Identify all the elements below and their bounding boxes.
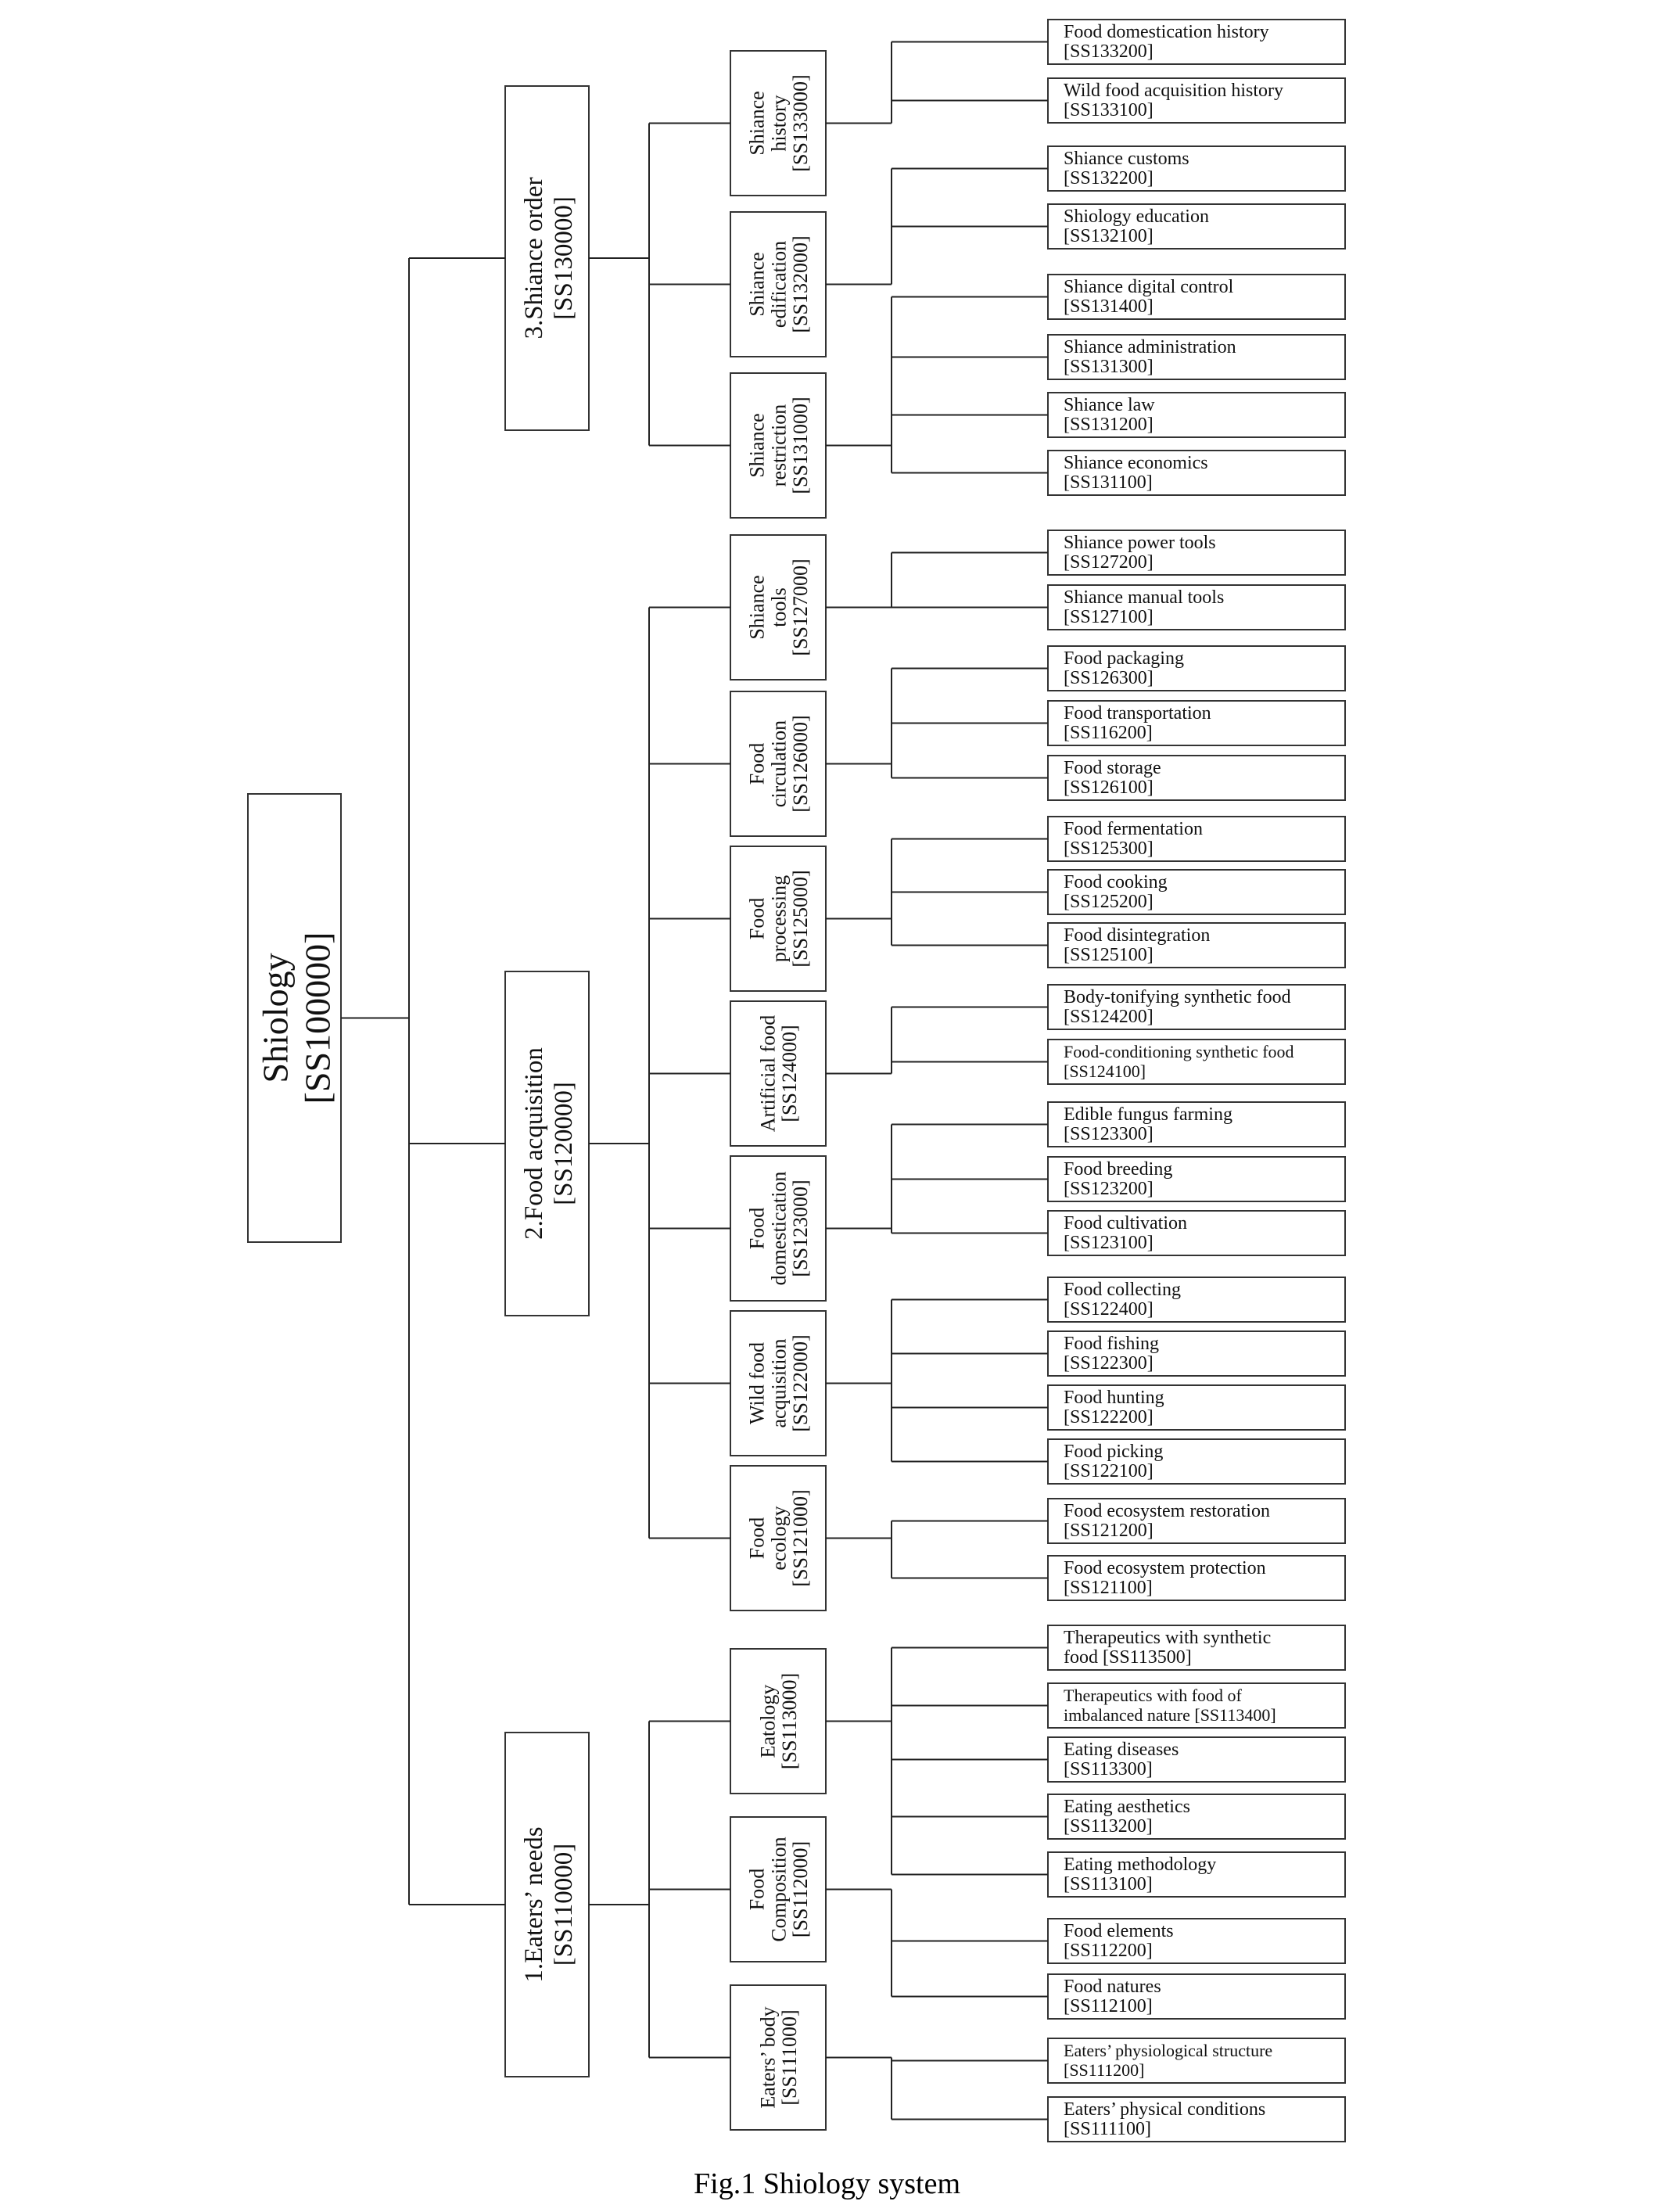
leaf-node: [1048, 1794, 1345, 1839]
subcategory-label-line: [SS126000]: [789, 715, 813, 813]
subcategory-label-line: Composition: [767, 1837, 791, 1942]
leaf-code: [SS121100]: [1064, 1578, 1153, 1598]
leaf-title: Food ecosystem restoration: [1064, 1501, 1270, 1521]
root-label-line: [SS100000]: [297, 932, 338, 1104]
leaf-node: [1048, 1211, 1345, 1255]
leaf-label: [1064, 1977, 1161, 2016]
leaf-title: Shiance manual tools: [1064, 587, 1225, 608]
leaf-code: [SS127200]: [1064, 552, 1153, 573]
leaf-node: [1048, 20, 1345, 64]
leaf-code: [SS113300]: [1064, 1759, 1153, 1779]
leaf-code: [SS132200]: [1064, 168, 1153, 189]
leaf-title: Food picking: [1064, 1442, 1164, 1462]
leaf-title: Food hunting: [1064, 1388, 1164, 1408]
subcategory-label-line: [SS127000]: [789, 558, 813, 656]
leaf-title: Shiance customs: [1064, 149, 1189, 169]
subcategory-label-line: restriction: [767, 404, 791, 487]
leaf-node: [1048, 2038, 1345, 2083]
leaf-node: [1048, 1102, 1345, 1147]
leaf-title: Shiance economics: [1064, 453, 1208, 473]
leaf-node: [1048, 646, 1345, 691]
leaf-node: [1048, 1499, 1345, 1543]
root-label-line: Shiology: [255, 953, 296, 1083]
leaf-code: [SS111200]: [1064, 2060, 1145, 2080]
leaf-node: [1048, 1683, 1345, 1728]
leaf-code: [SS131300]: [1064, 357, 1153, 377]
subcategory-label: [745, 1334, 812, 1431]
leaf-code: [SS123100]: [1064, 1233, 1153, 1253]
leaf-title: Therapeutics with food of: [1064, 1686, 1242, 1705]
leaf-title: Shiology education: [1064, 206, 1209, 227]
subcategory-label-line: Food: [745, 742, 769, 785]
subcategory-label-line: Food: [745, 1207, 769, 1250]
leaf-title: Food packaging: [1064, 648, 1184, 669]
leaf-title: Food-conditioning synthetic food: [1064, 1042, 1294, 1061]
leaf-title: Food natures: [1064, 1977, 1161, 1997]
branch-label-needs-line: 1.Eaters’ needs: [520, 1826, 549, 1983]
subcategory-node: [730, 817, 1345, 991]
subcategory-node: [730, 1466, 1345, 1611]
figure-caption: Fig.1 Shiology system: [694, 2167, 960, 2200]
leaf-code: [SS116200]: [1064, 723, 1153, 743]
leaf-node: [1048, 1331, 1345, 1376]
leaf-node: [1048, 335, 1345, 379]
branch-label-needs-line: [SS110000]: [550, 1843, 579, 1966]
leaf-node: [1048, 1919, 1345, 1963]
leaf-code: [SS123300]: [1064, 1124, 1153, 1144]
subcategory-node: [730, 1277, 1345, 1484]
subcategory-label: [756, 2006, 801, 2108]
leaf-code: [SS121200]: [1064, 1521, 1153, 1541]
branch-order: [505, 20, 1345, 518]
subcategory-label-line: [SS124000]: [778, 1025, 802, 1122]
leaf-title: Body-tonifying synthetic food: [1064, 987, 1291, 1007]
leaf-node: [1048, 1737, 1345, 1782]
leaf-code: [SS112100]: [1064, 1996, 1153, 2016]
leaf-title: Food collecting: [1064, 1280, 1181, 1300]
leaf-node: [1048, 585, 1345, 630]
subcategory-label-line: circulation: [767, 720, 791, 808]
leaf-title: Food cooking: [1064, 872, 1168, 892]
leaf-title: Shiance administration: [1064, 337, 1236, 357]
subcategory-label-line: [SS121000]: [789, 1489, 813, 1587]
leaf-code: [SS125100]: [1064, 945, 1153, 965]
subcategory-label-line: Shiance: [745, 413, 769, 478]
leaf-code: [SS122100]: [1064, 1461, 1153, 1481]
leaf-title: Food elements: [1064, 1921, 1174, 1941]
subcategory-label-line: [SS132000]: [789, 235, 813, 333]
leaf-node: [1048, 1625, 1345, 1670]
leaf-label: [1064, 395, 1155, 435]
leaf-code: [SS133100]: [1064, 100, 1153, 120]
leaf-node: [1048, 1040, 1345, 1084]
leaf-code: [SS122300]: [1064, 1353, 1153, 1374]
subcategory-label-line: Wild food: [745, 1341, 769, 1425]
leaf-node: [1048, 870, 1345, 914]
leaf-title: Food disintegration: [1064, 925, 1211, 946]
leaf-code: [SS133200]: [1064, 41, 1153, 62]
subcategory-label-line: [SS111000]: [778, 2009, 802, 2106]
leaf-title: Shiance power tools: [1064, 533, 1216, 553]
leaf-title: Food breeding: [1064, 1159, 1173, 1180]
subcategory-label: [756, 1673, 801, 1769]
leaf-code: [SS122400]: [1064, 1299, 1153, 1320]
leaf-label: [1064, 1442, 1163, 1481]
leaf-code: [SS126100]: [1064, 777, 1153, 798]
subcategory-label-line: [SS125000]: [789, 870, 813, 968]
leaf-node: [1048, 2097, 1345, 2142]
subcategory-label-line: Shiance: [745, 252, 769, 317]
leaf-label: [1064, 1334, 1159, 1374]
leaf-node: [1048, 985, 1345, 1029]
branch-needs: [505, 1625, 1345, 2142]
leaf-node: [1048, 1974, 1345, 2019]
branch-label-acquisition-line: 2.Food acquisition: [520, 1047, 549, 1240]
leaf-title: Shiance law: [1064, 395, 1155, 415]
leaf-code: [SS124200]: [1064, 1007, 1153, 1027]
root-node: [248, 794, 341, 1242]
leaf-code: [SS131400]: [1064, 296, 1153, 317]
subcategory-label-line: processing: [767, 874, 791, 963]
leaf-node: [1048, 1157, 1345, 1201]
leaf-title: Wild food acquisition history: [1064, 81, 1284, 101]
leaf-code: [SS112200]: [1064, 1941, 1153, 1961]
leaf-code: food [SS113500]: [1064, 1647, 1192, 1668]
leaf-node: [1048, 1277, 1345, 1322]
branch-acquisition: [505, 530, 1345, 1611]
leaf-title: Food ecosystem protection: [1064, 1558, 1266, 1578]
subcategory-label-line: Food: [745, 897, 769, 940]
subcategory-label-line: Food: [745, 1517, 769, 1560]
subcategory-label-line: Artificial food: [756, 1014, 780, 1133]
leaf-title: Eaters’ physical conditions: [1064, 2099, 1266, 2120]
subcategory-label-line: acquisition: [767, 1338, 791, 1428]
subcategory-label-line: Eatology: [756, 1684, 780, 1758]
subcategory-label-line: [SS122000]: [789, 1334, 813, 1432]
leaf-node: [1048, 1439, 1345, 1484]
subcategory-label-line: domestication: [767, 1171, 791, 1286]
subcategory-label-line: Eaters’ body: [756, 2006, 780, 2109]
leaf-title: Food domestication history: [1064, 22, 1269, 42]
leaf-code: [SS122200]: [1064, 1407, 1153, 1427]
leaf-code: [SS125200]: [1064, 892, 1153, 912]
subcategory-label-line: Food: [745, 1868, 769, 1911]
leaf-title: Eating aesthetics: [1064, 1797, 1190, 1817]
leaf-code: [SS113100]: [1064, 1874, 1153, 1894]
leaf-title: Shiance digital control: [1064, 277, 1234, 297]
leaf-title: Eaters’ physiological structure: [1064, 2041, 1273, 2060]
subcategory-label-line: Shiance: [745, 575, 769, 640]
leaf-title: Therapeutics with synthetic: [1064, 1628, 1272, 1648]
leaf-node: [1048, 275, 1345, 319]
leaf-code: [SS111100]: [1064, 2119, 1152, 2139]
leaf-title: Food storage: [1064, 758, 1161, 778]
leaf-title: Eating diseases: [1064, 1740, 1179, 1760]
leaf-title: Eating methodology: [1064, 1855, 1217, 1875]
leaf-label: [1064, 872, 1168, 912]
leaf-node: [1048, 146, 1345, 191]
leaf-node: [1048, 701, 1345, 745]
leaf-code: [SS132100]: [1064, 226, 1153, 246]
leaf-title: Food cultivation: [1064, 1213, 1187, 1233]
subcategory-label-line: tools: [767, 587, 791, 627]
subcategory-label-line: Shiance: [745, 91, 769, 156]
leaf-node: [1048, 78, 1345, 123]
leaf-node: [1048, 204, 1345, 249]
leaf-label: [1064, 1388, 1164, 1427]
subcategory-label-line: [SS123000]: [789, 1180, 813, 1277]
leaf-node: [1048, 1852, 1345, 1897]
leaf-node: [1048, 756, 1345, 800]
leaf-code: [SS131100]: [1064, 472, 1153, 493]
branch-label-order-line: [SS130000]: [550, 196, 579, 320]
subcategory-label-line: ecology: [767, 1506, 791, 1571]
leaf-title: Edible fungus farming: [1064, 1104, 1232, 1125]
subcategory-label-line: history: [767, 95, 791, 152]
leaf-node: [1048, 451, 1345, 495]
leaf-node: [1048, 530, 1345, 575]
subcategory-label-line: edification: [767, 240, 791, 329]
leaf-code: imbalanced nature [SS113400]: [1064, 1705, 1276, 1725]
subcategory-label-line: [SS112000]: [789, 1840, 813, 1938]
leaf-label: [1064, 758, 1161, 798]
leaf-code: [SS123200]: [1064, 1179, 1153, 1199]
leaf-code: [SS124100]: [1064, 1061, 1146, 1081]
leaf-code: [SS127100]: [1064, 607, 1153, 627]
leaf-node: [1048, 817, 1345, 861]
subcategory-label-line: [SS133000]: [789, 74, 813, 172]
leaf-title: Food fermentation: [1064, 819, 1203, 839]
subcategory-label-line: [SS113000]: [778, 1672, 802, 1770]
branch-label-acquisition-line: [SS120000]: [550, 1082, 579, 1205]
leaf-code: [SS113200]: [1064, 1816, 1153, 1837]
leaf-node: [1048, 1556, 1345, 1600]
leaf-code: [SS126300]: [1064, 668, 1153, 688]
leaf-node: [1048, 923, 1345, 968]
leaf-code: [SS131200]: [1064, 415, 1153, 435]
subcategory-label: [756, 1015, 801, 1132]
leaf-title: Food fishing: [1064, 1334, 1160, 1354]
leaf-node: [1048, 1385, 1345, 1430]
leaf-code: [SS125300]: [1064, 838, 1153, 859]
branch-label-order-line: 3.Shiance order: [520, 177, 549, 339]
leaf-node: [1048, 393, 1345, 437]
subcategory-label-line: [SS131000]: [789, 397, 813, 494]
leaf-title: Food transportation: [1064, 703, 1211, 724]
